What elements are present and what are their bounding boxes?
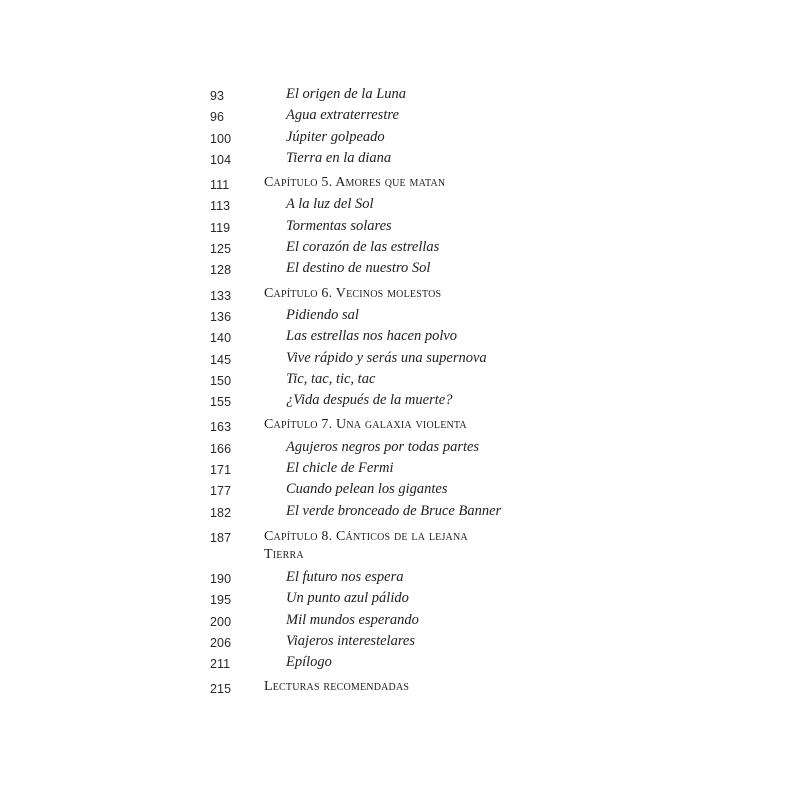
page-number: 140 — [210, 331, 232, 346]
page-number: 187 — [210, 530, 232, 545]
section-title: Viajeros interestelares — [286, 632, 415, 649]
section-title: A la luz del Sol — [286, 196, 374, 213]
page-number: 200 — [210, 614, 232, 629]
page-number: 125 — [210, 242, 232, 257]
section-title: El origen de la Luna — [286, 86, 407, 102]
toc-section-row — [0, 196, 790, 217]
page-number: 136 — [210, 309, 232, 324]
table-of-contents — [0, 86, 790, 701]
page-number: 215 — [210, 682, 232, 697]
section-title: Las estrellas nos hacen polvo — [286, 328, 458, 345]
toc-section-row — [0, 129, 790, 150]
page-number: 206 — [210, 635, 232, 650]
chapter-title: Capítulo 8. Cánticos de la lejana Tierra — [264, 528, 468, 562]
toc-chapter-row — [0, 417, 790, 438]
section-title: Tierra en la diana — [286, 149, 392, 166]
toc-section-row — [0, 503, 790, 524]
page-number: 119 — [210, 220, 231, 235]
section-title: ¿Vida después de la muerte? — [286, 392, 453, 409]
page-number: 128 — [210, 263, 232, 278]
toc-section-row — [0, 371, 790, 392]
page-number: 133 — [210, 288, 232, 303]
section-title: Tormentas solares — [286, 217, 392, 234]
toc-chapter-row — [0, 175, 790, 196]
chapter-title: Capítulo 7. Una galaxia violenta — [264, 417, 467, 433]
toc-section-row — [0, 392, 790, 413]
toc-section-row — [0, 654, 790, 675]
toc-chapter-row — [0, 286, 790, 307]
toc-section-row — [0, 350, 790, 371]
section-title: Un punto azul pálido — [286, 590, 409, 607]
toc-section-row — [0, 328, 790, 349]
page-number: 113 — [210, 199, 231, 214]
section-title: Agujeros negros por todas partes — [286, 438, 480, 455]
page-number: 150 — [210, 373, 232, 388]
page-number: 190 — [210, 571, 232, 586]
page-number: 100 — [210, 131, 232, 146]
chapter-title: Capítulo 6. Vecinos molestos — [264, 285, 442, 301]
section-title: El futuro nos espera — [286, 568, 404, 585]
section-title: Agua extraterrestre — [286, 107, 399, 124]
toc-section-row — [0, 307, 790, 328]
page-number: 96 — [210, 110, 225, 125]
section-title: El verde bronceado de Bruce Banner — [286, 502, 502, 519]
toc-section-row — [0, 569, 790, 590]
page-number: 163 — [210, 420, 232, 435]
section-title: Epílogo — [286, 654, 332, 671]
page-number: 104 — [210, 152, 232, 167]
toc-section-row — [0, 460, 790, 481]
section-title: Cuando pelean los gigantes — [286, 481, 448, 498]
section-title: Mil mundos esperando — [286, 611, 419, 628]
page-number: 171 — [210, 463, 232, 478]
page-number: 145 — [210, 352, 232, 367]
toc-section-row — [0, 107, 790, 128]
page-number: 195 — [210, 593, 232, 608]
page-number: 166 — [210, 441, 232, 456]
toc-section-row — [0, 86, 790, 107]
toc-section-row — [0, 150, 790, 171]
toc-section-row — [0, 633, 790, 654]
page-number: 111 — [210, 178, 230, 193]
section-title: El chicle de Fermi — [286, 460, 394, 477]
toc-section-row — [0, 260, 790, 281]
toc-chapter-row — [0, 528, 790, 569]
page-number: 211 — [210, 657, 231, 672]
page-number: 177 — [210, 484, 232, 499]
section-title: Pidiendo sal — [286, 306, 359, 323]
section-title: Tic, tac, tic, tac — [286, 370, 376, 387]
toc-section-row — [0, 239, 790, 260]
chapter-title: Lecturas recomendadas — [264, 679, 410, 695]
toc-section-row — [0, 439, 790, 460]
chapter-title: Capítulo 5. Amores que matan — [264, 175, 446, 191]
page-number: 93 — [210, 89, 225, 103]
toc-section-row — [0, 612, 790, 633]
toc-section-row — [0, 481, 790, 502]
page-number: 182 — [210, 505, 232, 520]
toc-chapter-row — [0, 679, 790, 700]
section-title: Júpiter golpeado — [286, 128, 385, 145]
toc-section-row — [0, 590, 790, 611]
toc-section-row — [0, 218, 790, 239]
section-title: Vive rápido y serás una supernova — [286, 349, 487, 366]
section-title: El destino de nuestro Sol — [286, 260, 431, 277]
section-title: El corazón de las estrellas — [286, 239, 440, 256]
page-number: 155 — [210, 395, 232, 410]
